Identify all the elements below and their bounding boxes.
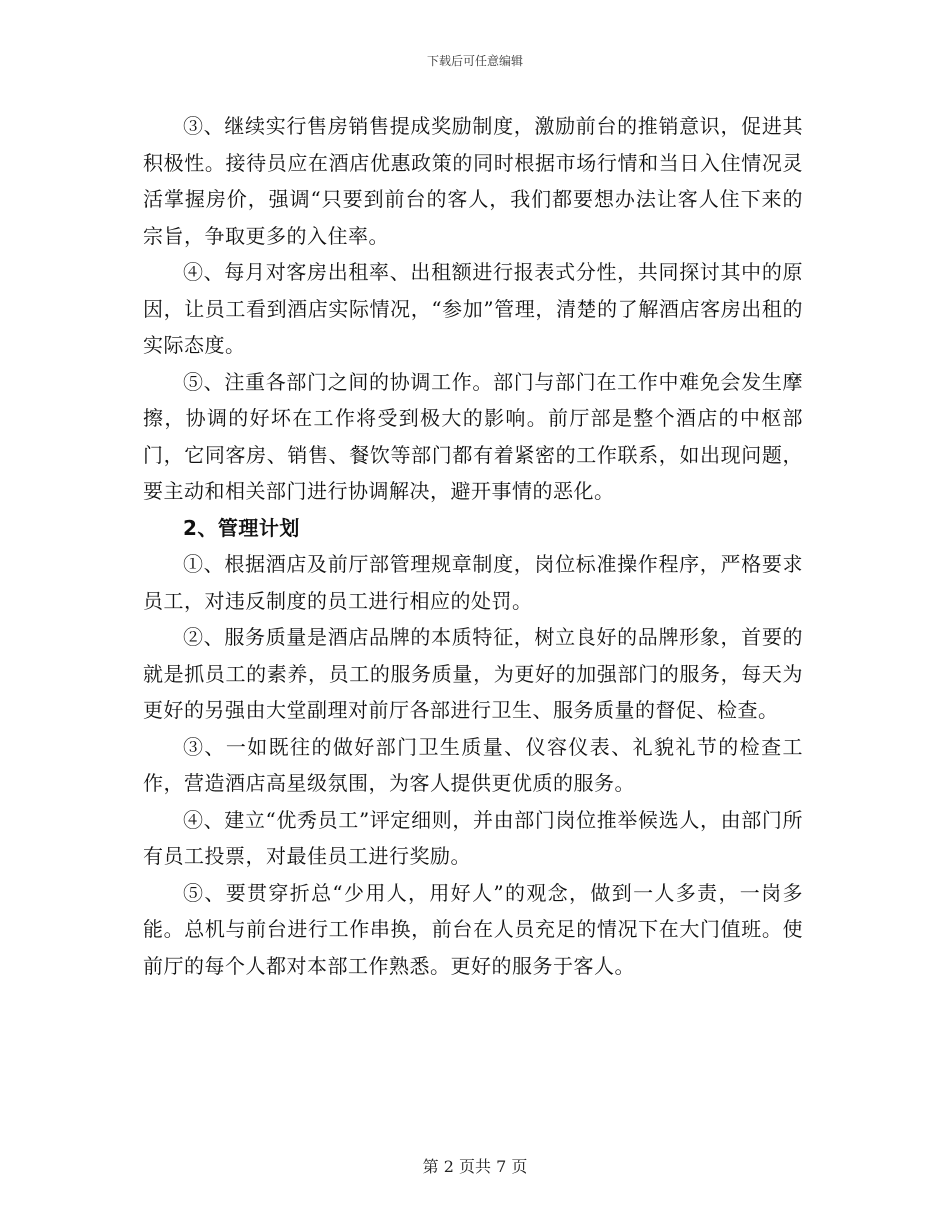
document-body [143, 108, 803, 984]
paragraph-sales-incentive: ③、继续实行售房销售提成奖励制度，激励前台的推销意识，促进其积极性。接待员应在酒店优惠政策的同时根据市场行情和当日入住情况灵活掌握房价，强调“只要到前台的客人，我们都要想办法让客人住下来的宗旨，争取更多的入住率。 [143, 114, 803, 248]
page-number: 第 2 页共 7 页 [422, 1157, 528, 1176]
paragraph-staffing: ⑤、要贯穿折总“少用人，用好人”的观念，做到一人多责，一岗多能。总机与前台进行工作串换，前台在人员充足的情况下在大门值班。使前厅的每个人都对本部工作熟悉。更好的服务于客人。 [143, 880, 803, 978]
paragraph-monthly-report: ④、每月对客房出租率、出租额进行报表式分性，共同探讨其中的原因，让员工看到酒店实际情况，“参加”管理，清楚的了解酒店客房出租的实际态度。 [143, 260, 803, 357]
paragraph-coordination: ⑤、注重各部门之间的协调工作。部门与部门在工作中难免会发生摩擦，协调的好坏在工作将受到极大的影响。前厅部是整个酒店的中枢部门，它同客房、销售、餐饮等部门都有着紧密的工作联系，如出现问题，要主动和相关部门进行协调解决，避开事情的恶化。 [143, 369, 803, 503]
paragraph-service-quality: ②、服务质量是酒店品牌的本质特征，树立良好的品牌形象，首要的就是抓员工的素养，员工的服务质量，为更好的加强部门的服务，每天为更好的另强由大堂副理对前厅各部进行卫生、服务质量的督促、检查。 [143, 625, 803, 722]
paragraph-rules: ①、根据酒店及前厅部管理规章制度，岗位标准操作程序，严格要求员工，对违反制度的员工进行相应的处罚。 [143, 552, 803, 613]
section-heading-management-plan: 2、管理计划 [183, 515, 300, 540]
page-header: 下载后可任意编辑 [426, 54, 523, 68]
paragraph-excellent-employee: ④、建立“优秀员工”评定细则，并由部门岗位推举候选人，由部门所有员工投票，对最佳员工进行奖励。 [143, 807, 803, 868]
paragraph-hygiene-check: ③、一如既往的做好部门卫生质量、仪容仪表、礼貌礼节的检查工作，营造酒店高星级氛围，为客人提供更优质的服务。 [143, 734, 803, 795]
